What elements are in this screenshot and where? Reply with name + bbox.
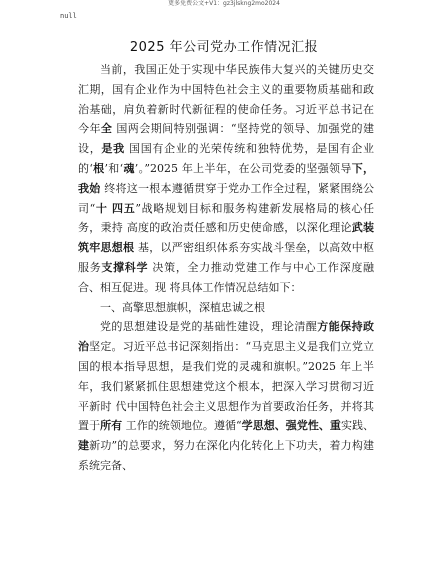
text-run: 国国有企业的光荣传统和独特优势，是国有企业的‘ — [78, 142, 375, 175]
header-label: null — [60, 12, 77, 20]
text-run: 国两会期间特别强调：“坚持党的领导、加强党的建设， — [78, 122, 375, 156]
paragraph-intro — [78, 60, 374, 298]
page-title: 2025 年公司党办工作情况汇报 — [129, 40, 319, 55]
text-run: ’和‘ — [104, 161, 124, 175]
text-run: 当前，我国正处于实现中华民族伟大复兴的关键历史交汇期，国有企业作为中国特色社会主义的重要物质基础和政治基础，肩负着新时代新征程的使命任务。习近平总书记在今年 — [78, 63, 374, 136]
text-run: 基，以严密组织体系夯实战斗堡垒，以高效中枢服务 — [78, 241, 374, 274]
text-run: 新功”的总要求，努力在深化内化转化上下功夫，着力构建系统完备、 — [78, 439, 375, 472]
paragraph-section-1 — [78, 317, 374, 475]
bold-text-run: 根 — [92, 161, 105, 175]
bold-text-run: 支撑科学 — [101, 260, 149, 274]
text-run: 工作的统领地位。遵循“ — [122, 419, 242, 433]
text-run: 实践、 — [340, 419, 375, 433]
top-note: 更多免费公文+V1：gz3jlskng2mo2024 — [168, 0, 280, 7]
bold-text-run: 下，我始 — [78, 161, 375, 195]
bold-text-run: 武装筑牢思想根 — [78, 221, 374, 255]
text-run: 党的思想建设是党的基础性建设，理论清醒 — [100, 320, 318, 334]
bold-text-run: 十 四五 — [95, 201, 136, 215]
text-run: ”战略规划目标和服务构建新发展格局的核心任务，秉持 高度的政治责任感和历史使命感，以深化理论 — [78, 201, 375, 235]
text-run: ’。”2025 年上半年，在公司党委的坚强领导 — [134, 161, 352, 175]
bold-text-run: 方能保持政治 — [78, 320, 375, 354]
text-run: 决策，全力推动党建工作与中心工作深度融合、相互促进。现 将具体工作情况总结如下： — [78, 260, 375, 294]
bold-text-run: 所有 — [100, 419, 123, 433]
bold-text-run: 学思想、强党性、重 — [241, 419, 341, 433]
bold-text-run: 建 — [78, 439, 90, 453]
text-run: 坚定。习近平总书记深刻指出：“马克思主义是我们立党立国的根本指导思想，是我们党的灵魂和旗帜。”2025 年上半年，我们紧紧抓住思想建党这个根本，把深入学习贯彻习近平新时 代中国特色社会主义思想作为首要政治任务，并将其置于 — [78, 340, 375, 433]
bold-text-run: 全 — [100, 122, 113, 136]
document-body — [78, 60, 374, 476]
text-run: 终将这一根本遵循贯穿于党办工作全过程，紧紧围绕公司“ — [78, 181, 374, 215]
bold-text-run: 是我 — [101, 142, 125, 156]
section-heading: 一、高擎思想旗帜，深植忠诚之根 — [100, 300, 265, 314]
bold-text-run: 魂 — [123, 161, 135, 175]
